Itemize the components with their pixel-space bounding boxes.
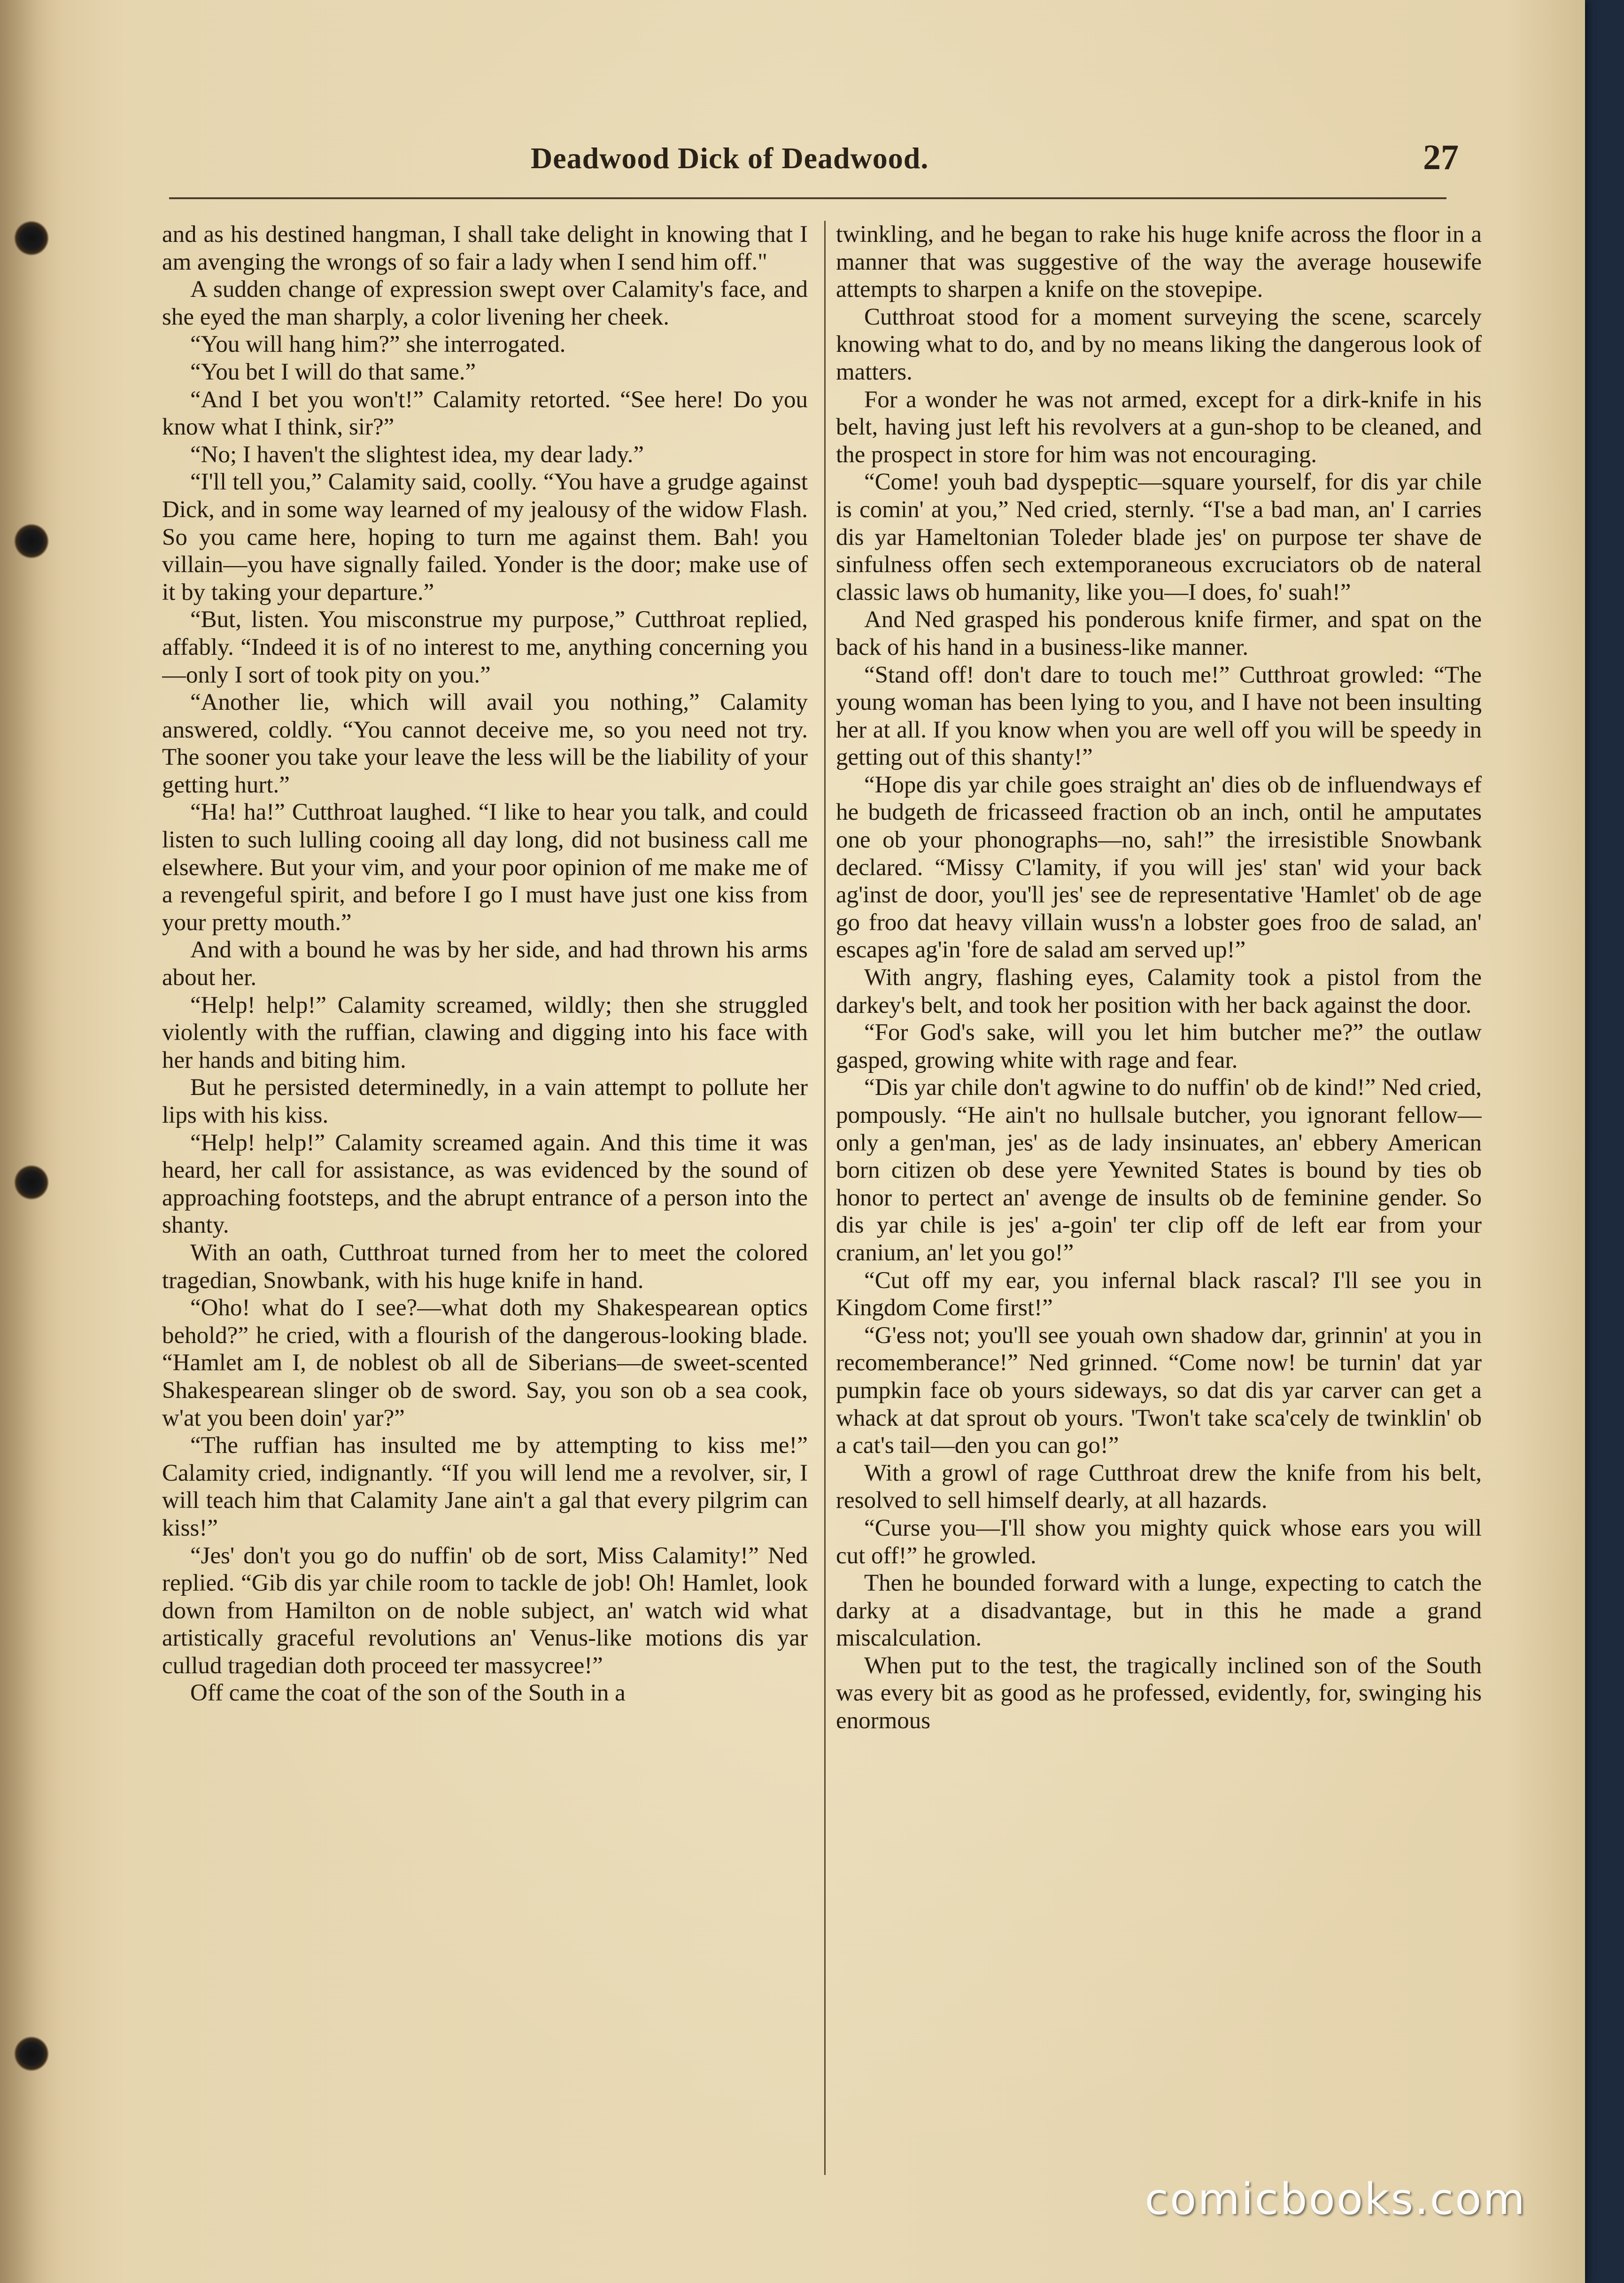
paragraph: and as his destined hangman, I shall take delight in knowing that I am avenging the wrongs of so fair a lady when I send him off." — [162, 221, 808, 275]
paragraph: “Another lie, which will avail you nothing,” Calamity answered, coldly. “You cannot deceive me, so you need not try. The sooner you take your leave the less will be the liability of your getting hurt.” — [162, 689, 808, 798]
column-divider — [824, 221, 826, 2175]
paragraph: And Ned grasped his ponderous knife firmer, and spat on the back of his hand in a business-like manner. — [836, 606, 1482, 660]
paragraph: “Come! youh bad dyspeptic—square yourself, for dis yar chile is comin' at you,” Ned cried, sternly. “I'se a bad man, an' I carries dis yar Hameltonian Toleder blade jes' on purpose ter shave de sinfulness offen sech extemporaneous excruciators ob de nateral classic laws ob humanity, like you—I does, fo' suah!” — [836, 469, 1482, 606]
binding-hole-icon — [14, 524, 49, 559]
paragraph: “The ruffian has insulted me by attempting to kiss me!” Calamity cried, indignantly. “If you will lend me a revolver, sir, I will teach him that Calamity Jane ain't a gal that every pilgrim can kiss!” — [162, 1432, 808, 1541]
paragraph: With angry, flashing eyes, Calamity took a pistol from the darkey's belt, and took her position with her back against the door. — [836, 964, 1482, 1018]
paragraph: “G'ess not; you'll see youah own shadow dar, grinnin' at you in recomemberance!” Ned grinned. “Come now! be turnin' dat yar pumpkin face ob yours sideways, so dat dis yar carver can get a whack at dat sprout ob yours. 'Twon't take sca'cely de twinklin' ob a cat's tail—den you can go!” — [836, 1322, 1482, 1459]
page-number: 27 — [1423, 138, 1459, 177]
text-column-left — [162, 221, 808, 2175]
paragraph: “Oho! what do I see?—what doth my Shakespearean optics behold?” he cried, with a flourish of the dangerous-looking blade. “Hamlet am I, de noblest ob all de Siberians—de sweet-scented Shakespearean slinger ob de sword. Say, you son ob a sea cook, w'at you been doin' yar?” — [162, 1295, 808, 1431]
paragraph: Off came the coat of the son of the South in a — [190, 1680, 626, 1707]
paragraph: “Help! help!” Calamity screamed, wildly; then she struggled violently with the ruffian, clawing and digging into his face with her hands and biting him. — [162, 992, 808, 1073]
paragraph: A sudden change of expression swept over Calamity's face, and she eyed the man sharply, a color livening her cheek. — [162, 276, 808, 330]
page-title: Deadwood Dick of Deadwood. — [531, 141, 929, 175]
running-header — [531, 138, 1470, 188]
paragraph: “Jes' don't you go do nuffin' ob de sort, Miss Calamity!” Ned replied. “Gib dis yar chile room to tackle de job! Oh! Hamlet, look down from Hamilton on de noble subject, an' watch wid what artistically graceful revolutions an' Venus-like motions dis yar cullud tragedian doth proceed ter massycree!” — [162, 1542, 808, 1679]
paragraph: With a growl of rage Cutthroat drew the knife from his belt, resolved to sell himself dearly, at all hazards. — [836, 1460, 1482, 1514]
paragraph: “Dis yar chile don't agwine to do nuffin' ob de kind!” Ned cried, pompously. “He ain't no hullsale butcher, you ignorant fellow—only a gen'man, jes' as de lady insinuates, an' ebbery American born citizen ob dese yere Yewnited States is bound by ties ob honor to pertect an' avenge de insults ob de feminine gender. So dis yar chile is jes' a-goin' ter clip off de left ear from your cranium, an' let you go!” — [836, 1074, 1482, 1266]
paragraph: Then he bounded forward with a lunge, expecting to catch the darky at a disadvantage, but in this he made a grand miscalculation. — [836, 1570, 1482, 1652]
paragraph: “Stand off! don't dare to touch me!” Cutthroat growled: “The young woman has been lying to you, and I have not been insulting her at all. If you know when you are well off you will be speedy in getting out of this shanty!” — [836, 661, 1482, 771]
paragraph: “And I bet you won't!” Calamity retorted. “See here! Do you know what I think, sir?” — [162, 386, 808, 441]
paragraph: “But, listen. You misconstrue my purpose,” Cutthroat replied, affably. “Indeed it is of no interest to me, anything concerning you—only I sort of took pity on you.” — [162, 606, 808, 688]
paragraph: With an oath, Cutthroat turned from her to meet the colored tragedian, Snowbank, with his huge knife in hand. — [162, 1239, 808, 1294]
paragraph: “Curse you—I'll show you mighty quick whose ears you will cut off!” he growled. — [836, 1514, 1482, 1569]
binding-hole-icon — [14, 1165, 49, 1200]
paragraph: “I'll tell you,” Calamity said, coolly. “You have a grudge against Dick, and in some way learned of my jealousy of the widow Flash. So you came here, hoping to turn me against them. Bah! you villain—you have signally failed. Yonder is the door; make use of it by taking your departure.” — [162, 469, 808, 606]
paragraph: Cutthroat stood for a moment surveying the scene, scarcely knowing what to do, and by no means liking the dangerous look of matters. — [836, 303, 1482, 385]
paragraph: When put to the test, the tragically inclined son of the South was every bit as good as he professed, evidently, for, swinging his enormous — [836, 1652, 1482, 1734]
paragraph: “No; I haven't the slightest idea, my dear lady.” — [190, 441, 644, 468]
binding-hole-icon — [14, 221, 49, 256]
paragraph: For a wonder he was not armed, except for a dirk-knife in his belt, having just left his revolvers at a gun-shop to be cleaned, and the prospect in store for him was not encouraging. — [836, 386, 1482, 468]
paragraph: And with a bound he was by her side, and had thrown his arms about her. — [162, 937, 808, 991]
paragraph: “You bet I will do that same.” — [190, 358, 476, 385]
watermark: comicbooks.com — [1145, 2174, 1526, 2224]
paragraph: “You will hang him?” she interrogated. — [190, 331, 566, 358]
binding-hole-icon — [14, 2036, 49, 2071]
paragraph: “For God's sake, will you let him butcher me?” the outlaw gasped, growing white with rage and fear. — [836, 1019, 1482, 1073]
paragraph: “Help! help!” Calamity screamed again. And this time it was heard, her call for assistance, as was evidenced by the sound of approaching footsteps, and the abrupt entrance of a person into the shanty. — [162, 1129, 808, 1239]
spine-shadow — [0, 0, 61, 2283]
header-rule — [169, 197, 1446, 199]
paragraph: But he persisted determinedly, in a vain attempt to pollute her lips with his kiss. — [162, 1074, 808, 1128]
text-column-right — [836, 221, 1482, 2175]
paragraph: “Hope dis yar chile goes straight an' dies ob de influendways ef he budgeth de fricasseed fraction ob an inch, ontil he amputates one ob your phonographs—no, sah!” the irresistible Snowbank declared. “Missy C'lamity, if you will jes' stan' wid your back ag'inst de door, you'll jes' see de representative 'Hamlet' ob de age go froo dat heavy villain wuss'n a lobster goes froo de salad, an' escapes ag'in 'fore de salad am served up!” — [836, 771, 1482, 963]
paragraph: “Cut off my ear, you infernal black rascal? I'll see you in Kingdom Come first!” — [836, 1267, 1482, 1321]
paragraph: “Ha! ha!” Cutthroat laughed. “I like to hear you talk, and could listen to such lulling cooing all day long, did not business call me elsewhere. But your vim, and your poor opinion of me make me of a revengeful spirit, and before I go I must have just one kiss from your pretty mouth.” — [162, 799, 808, 936]
paragraph: twinkling, and he began to rake his huge knife across the floor in a manner that was suggestive of the way the average housewife attempts to sharpen a knife on the stovepipe. — [836, 221, 1482, 303]
